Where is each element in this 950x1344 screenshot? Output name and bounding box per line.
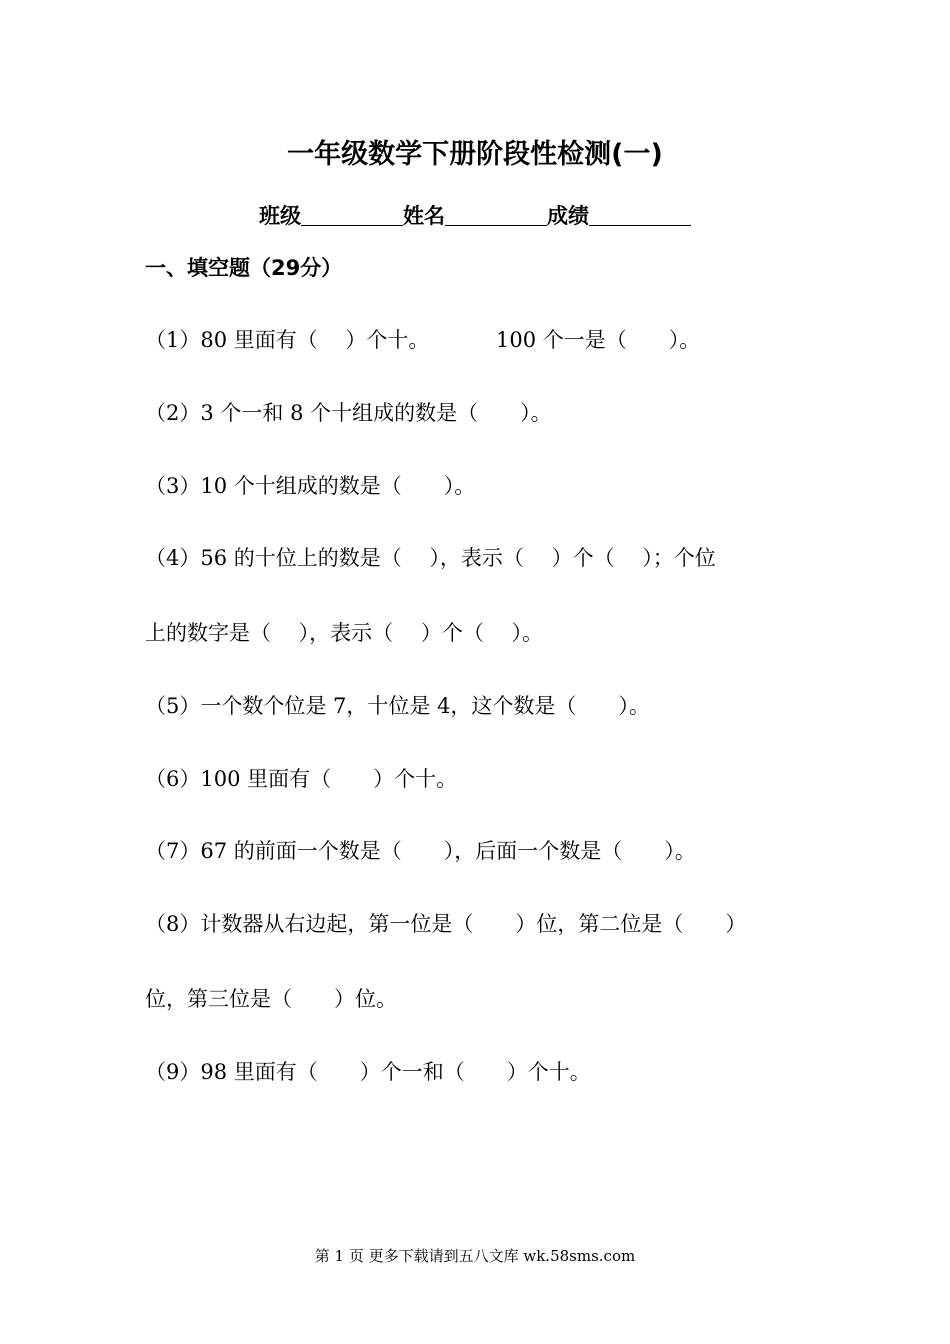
class-label: 班级 [259, 204, 301, 228]
score-label: 成绩 [547, 204, 589, 228]
question-9: （9）98 里面有（ ）个一和（ ）个十。 [145, 1060, 591, 1084]
question-4-line-2: 上的数字是（ ），表示（ ）个（ ）。 [145, 621, 544, 645]
question-5: （5）一个数个位是 7，十位是 4，这个数是（ ）。 [145, 694, 650, 718]
question-8-line-2: 位，第三位是（ ）位。 [145, 987, 397, 1011]
student-info-line [0, 200, 950, 230]
question-7: （7）67 的前面一个数是（ ），后面一个数是（ ）。 [145, 839, 696, 863]
question-8-line-1: （8）计数器从右边起，第一位是（ ）位，第二位是（ ） [145, 912, 747, 936]
class-blank [301, 205, 403, 226]
question-2: （2）3 个一和 8 个十组成的数是（ ）。 [145, 401, 552, 425]
question-4-line-1: （4）56 的十位上的数是（ ），表示（ ）个（ ）；个位 [145, 546, 716, 570]
name-blank [445, 205, 547, 226]
page-title: 一年级数学下册阶段性检测(一) [287, 139, 663, 170]
question-3: （3）10 个十组成的数是（ ）。 [145, 474, 476, 498]
question-1b: 100 个一是（ ）。 [496, 328, 701, 352]
score-blank [589, 205, 691, 226]
question-1a: （1）80 里面有（ ）个十。 [145, 328, 430, 352]
page-footer: 第 1 页 更多下载请到五八文库 wk.58sms.com [314, 1247, 636, 1265]
question-6: （6）100 里面有（ ）个十。 [145, 767, 458, 791]
name-label: 姓名 [403, 204, 445, 228]
section-heading: 一、填空题（29分） [145, 256, 343, 280]
